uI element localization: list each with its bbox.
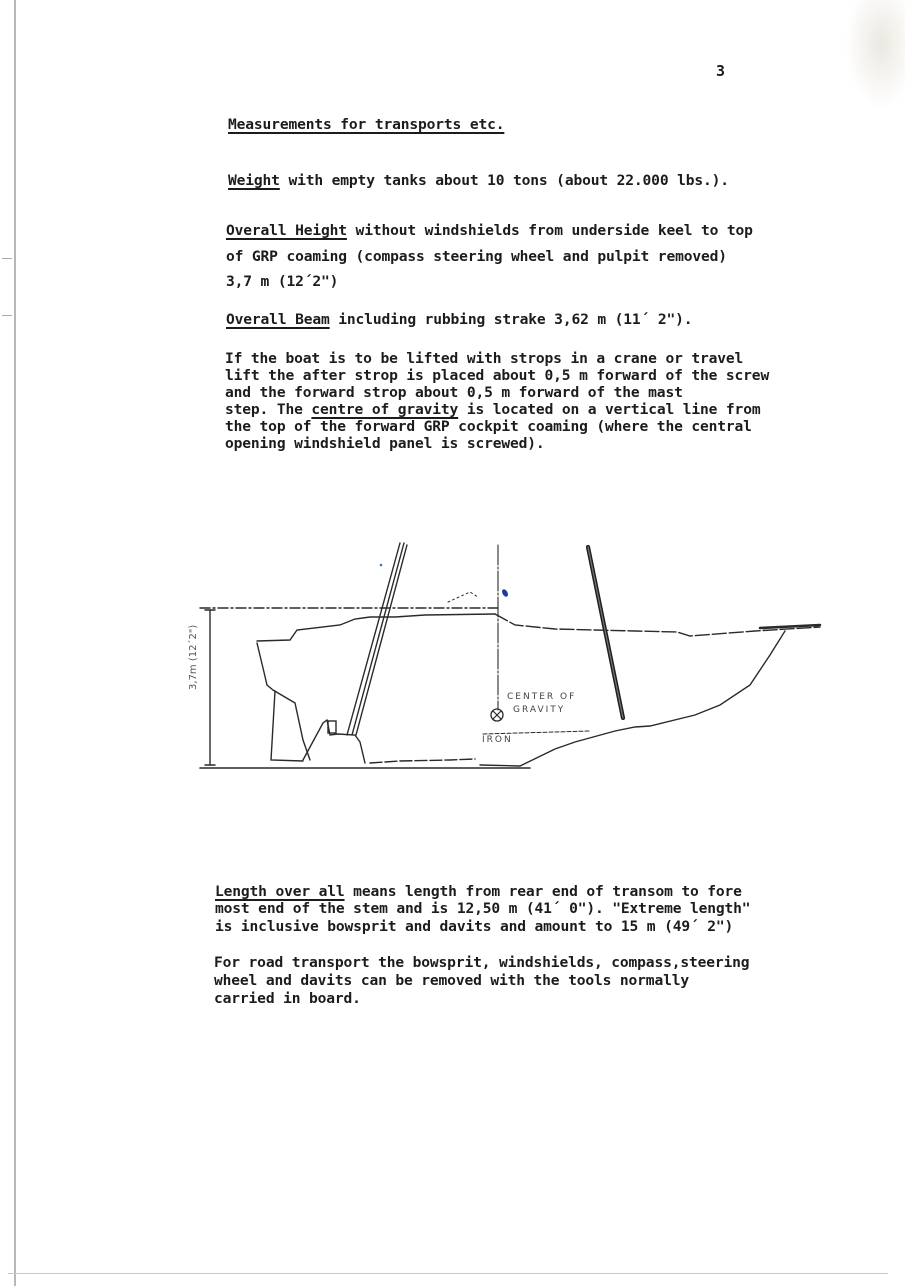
lifting-line4-pre: step. The (225, 401, 312, 418)
iron-keel-label: IRON (482, 735, 513, 745)
length-over-all-text: means length from rear end of transom to fore (344, 883, 742, 900)
lifting-line1: If the boat is to be lifted with strops in a crane or travel (225, 350, 744, 367)
page-edge (14, 0, 16, 1286)
lifting-line6: opening windshield panel is screwed). (225, 435, 545, 452)
overall-height-label: Overall Height (226, 222, 347, 239)
lifting-line3: and the forward strop about 0,5 m forward of the mast (225, 384, 683, 401)
road-transport-line3: carried in board. (214, 990, 361, 1007)
lifting-line5: the top of the forward GRP cockpit coaming (where the central (225, 418, 752, 435)
length-over-all-line2: most end of the stem and is 12,50 m (41´ 0"). "Extreme length" (215, 900, 751, 917)
overall-height-text: without windshields from underside keel to top (346, 222, 753, 239)
page-edge-bottom (8, 1273, 888, 1274)
overall-height-line2: of GRP coaming (compass steering wheel and pulpit removed) (226, 248, 727, 265)
lifting-line4-post: is located on a vertical line from (458, 401, 761, 418)
height-dimension-label: 3,7m (12´2") (188, 624, 199, 690)
overall-beam-text: including rubbing strake 3,62 m (11´ 2"). (329, 311, 693, 328)
length-over-all-line3: is inclusive bowsprit and davits and amount to 15 m (49´ 2") (215, 918, 734, 935)
overall-beam-paragraph (226, 311, 692, 328)
margin-mark (2, 315, 12, 316)
road-transport-line2: wheel and davits can be removed with the tools normally (214, 972, 689, 989)
lifting-line4 (225, 401, 760, 418)
weight-text: with empty tanks about 10 tons (about 22.000 lbs.). (279, 172, 729, 189)
center-of-gravity-label-line2: GRAVITY (513, 705, 566, 715)
overall-height-value: 3,7 m (12´2") (226, 273, 339, 290)
weight-paragraph (228, 172, 729, 189)
lifting-line2: lift the after strop is placed about 0,5 m forward of the screw (225, 367, 770, 384)
section-heading: Measurements for transports etc. (228, 116, 505, 133)
length-over-all-label: Length over all (215, 883, 345, 900)
margin-mark (2, 258, 12, 259)
overall-height-line1 (226, 222, 753, 239)
center-of-gravity-label-line1: CENTER OF (507, 692, 577, 702)
weight-label: Weight (228, 172, 280, 189)
road-transport-line1: For road transport the bowsprit, windshields, compass,steering (214, 954, 750, 971)
page-number: 3 (716, 62, 726, 80)
centre-of-gravity-term: centre of gravity (311, 401, 459, 418)
length-over-all-line1 (215, 883, 742, 900)
paper-stain (845, 0, 905, 110)
overall-beam-label: Overall Beam (226, 311, 330, 328)
